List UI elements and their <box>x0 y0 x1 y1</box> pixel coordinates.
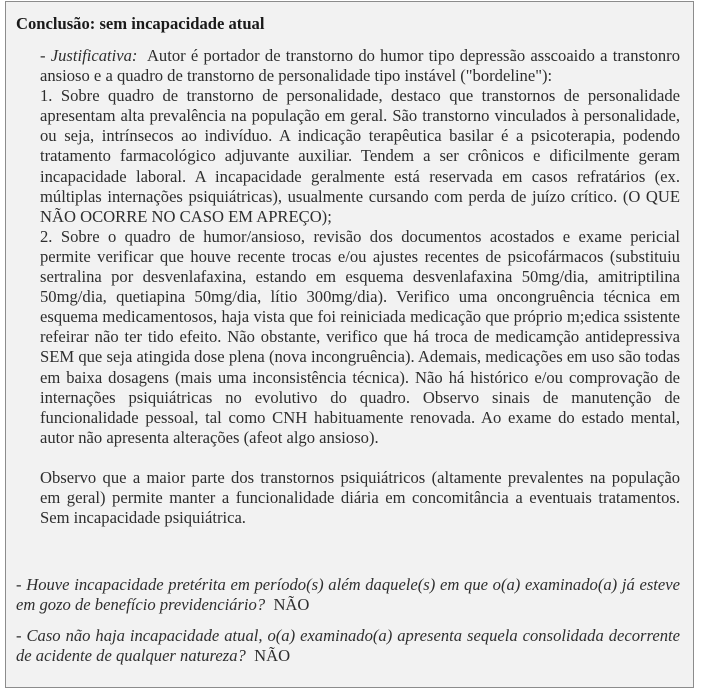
justification-label: Justificativa: <box>50 46 138 65</box>
justification-item-1: 1. Sobre quadro de transtorno de personalidade, destaco que transtornos de personalidade apresentam alta prevalência na população em geral. São transtorno vinculados à personalidade, ou seja, intrínsecos ao indivíduo. A indicação terapêutica basilar é a psicoterapia, podendo tratamento farmacológico adjuvante auxiliar. Tendem a ser crônicos e dificilmente geram incapacidade laboral. A incapacidade geralmente está reservada em casos refratários (ex. múltiplas internações psiquiátricas), usualmente cursando com perda de juízo crítico. (O QUE NÃO OCORRE NO CASO EM APREÇO); <box>40 86 680 226</box>
question-text: - Houve incapacidade pretérita em período(s) além daquele(s) em que o(a) examinado(a) já esteve em gozo de benefício previdenciário? <box>16 575 680 615</box>
justification-item-2: 2. Sobre o quadro de humor/ansioso, revisão dos documentos acostados e exame pericial permite verificar que houve recente trocas e/ou ajustes recentes de psicofármacos (substituiu sertralina por desvenlafaxina, estando em esquema desvenlafaxina 50mg/dia, amitriptilina 50mg/dia, quetiapina 50mg/dia, lítio 300mg/dia). Verifico uma oncongruência técnica em esquema medicamentosos, haja vista que foi reiniciada medicação que próprio m;edica ssistente refeirar não ter tido efeito. Não obstante, verifico que há troca de medicamção antidepressiva SEM que seja atingida dose plena (nova incongruência). Ademais, medicações em uso são todas em baixa dosagens (mais uma inconsistência técnica). Não há histórico e/ou comprovação de internações psiquiátricas no evolutivo do quadro. Observo sinais de manutenção de funcionalidade pessoal, tal como CNH habituamente renovada. Ao exame do estado mental, autor não apresenta alterações (afeot algo ansioso). <box>40 226 680 447</box>
justification-section <box>40 46 685 528</box>
justification-intro <box>40 46 685 86</box>
question-text: - Caso não haja incapacidade atual, o(a) examinado(a) apresenta sequela consolidada decorrente de acidente de qualquer natureza? <box>16 626 680 666</box>
question-previous-incapacity <box>16 575 680 615</box>
question-answer: NÃO <box>254 646 291 666</box>
question-answer: NÃO <box>273 595 310 615</box>
justification-closing: Observo que a maior parte dos transtornos psiquiátricos (altamente prevalentes na população em geral) permite manter a funcionalidade diária em concomitância a eventuais tratamentos. Sem incapacidade psiquiátrica. <box>40 467 680 528</box>
justification-prefix: - <box>40 46 51 65</box>
question-consolidated-sequela <box>16 626 680 666</box>
justification-intro-text: Autor é portador de transtorno do humor tipo depressão asscoaido a transtonro ansioso e a quadro de transtorno de personalidade tipo instável ("bordeline"): <box>40 46 685 86</box>
conclusion-title: Conclusão: sem incapacidade atual <box>16 14 265 33</box>
conclusion-box <box>5 1 694 688</box>
